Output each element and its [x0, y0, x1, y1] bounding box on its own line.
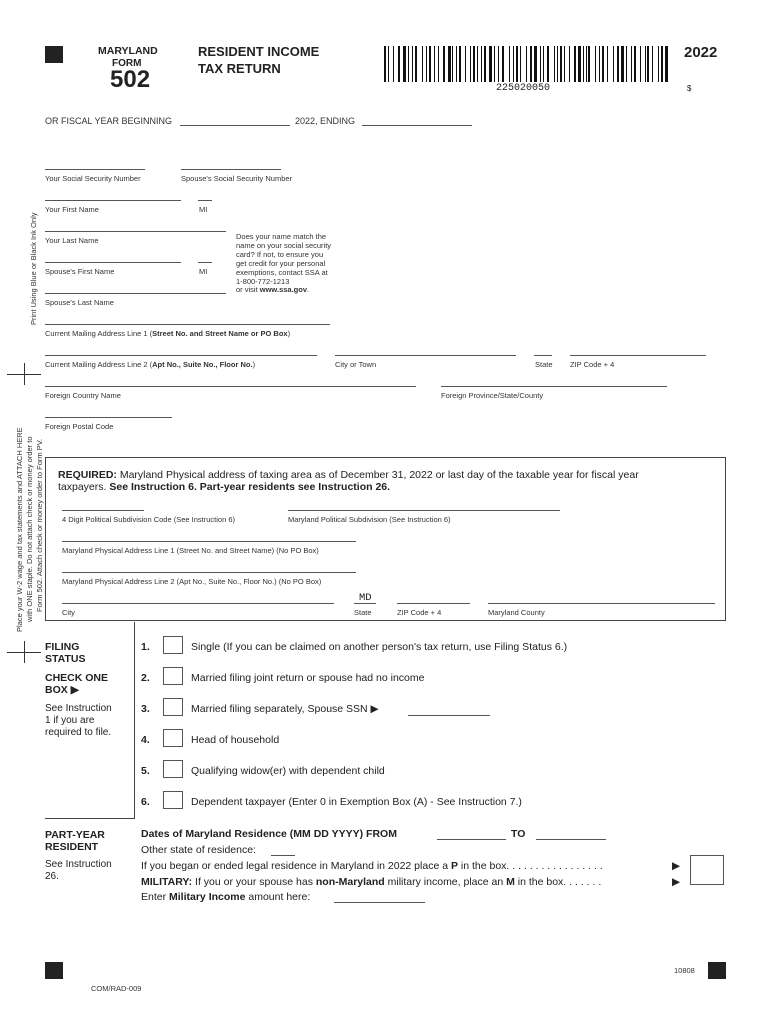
name-note-line3: card? If not, to ensure you	[236, 249, 324, 259]
subdivision-code-field[interactable]	[62, 510, 144, 511]
barcode-bar	[426, 46, 427, 82]
barcode-bar	[465, 46, 466, 82]
filing-status-left-border	[134, 622, 135, 818]
filing-option-number: 3.	[141, 703, 150, 715]
arrow-right-icon: ▶	[70, 684, 79, 696]
arrow-right-icon: ▶	[672, 860, 681, 872]
residence-from-field[interactable]	[437, 839, 506, 840]
state-field[interactable]	[534, 355, 552, 356]
filing-option-number: 4.	[141, 734, 150, 746]
name-note-line4: get credit for your personal	[236, 258, 326, 268]
barcode-bar	[595, 46, 596, 82]
filing-see-line2: 1 if you are	[45, 715, 95, 726]
mi-field[interactable]	[198, 200, 212, 201]
header-form-label: FORM	[112, 58, 142, 69]
part-year-see-line1: See Instruction	[45, 859, 112, 870]
residence-to-field[interactable]	[536, 839, 606, 840]
last-name-label: Your Last Name	[45, 236, 99, 245]
barcode-bar	[647, 46, 649, 82]
physical-address2-label: Maryland Physical Address Line 2 (Apt No., Suite No., Floor No.) (No PO Box)	[62, 577, 322, 586]
barcode-bar	[569, 46, 570, 82]
check-box-label: BOX	[45, 684, 68, 696]
barcode-bar	[621, 46, 624, 82]
barcode-bar	[543, 46, 544, 82]
footer-code: COM/RAD-009	[91, 984, 142, 993]
other-state-field[interactable]	[271, 855, 295, 856]
header-dollar: $	[687, 84, 692, 93]
enter-suffix: amount here:	[245, 891, 311, 903]
spouse-first-name-label: Spouse's First Name	[45, 267, 115, 276]
barcode-bar	[481, 46, 482, 82]
barcode-bar	[415, 46, 417, 82]
barcode-bar	[634, 46, 636, 82]
began-p: P	[450, 860, 458, 872]
barcode-bar	[658, 46, 659, 82]
required-bold2: See Instruction 6. Part-year residents see Instruction 26.	[109, 481, 391, 493]
check-one-line1: CHECK ONE	[45, 672, 109, 684]
filing-status-title2: STATUS	[45, 653, 86, 665]
barcode-bar	[530, 46, 532, 82]
physical-city-label: City	[62, 608, 75, 617]
barcode-bar	[547, 46, 549, 82]
address-line1-bold: Street No. and Street Name or PO Box	[152, 329, 288, 338]
filing-status-bottom-border	[45, 818, 135, 819]
filing-option-label: Single (If you can be claimed on another person's tax return, use Filing Status 6.)	[191, 641, 568, 653]
barcode-bar	[498, 46, 499, 82]
barcode-bar	[403, 46, 406, 82]
barcode-bar	[661, 46, 663, 82]
filing-option-label: Married filing separately, Spouse SSN ▶	[191, 703, 379, 715]
check-one-line2	[45, 684, 79, 696]
last-name-field[interactable]	[45, 231, 226, 232]
name-note-line6: 1-800-772-1213	[236, 276, 290, 286]
foreign-province-field[interactable]	[441, 386, 667, 387]
crosshair-bottom-vertical	[24, 641, 25, 663]
name-note-line5: exemptions, contact SSA at	[236, 267, 328, 277]
physical-address1-field[interactable]	[62, 541, 356, 542]
physical-zip-field[interactable]	[397, 603, 470, 604]
barcode-bar	[502, 46, 504, 82]
subdivision-label: Maryland Political Subdivision (See Instruction 6)	[288, 515, 451, 524]
barcode-bar	[393, 46, 394, 82]
barcode-bar	[520, 46, 521, 82]
required-text2: taxpayers.	[58, 481, 110, 493]
began-prefix: If you began or ended legal residence in Maryland in 2022 place a	[141, 860, 451, 872]
ssa-link[interactable]: www.ssa.gov	[259, 285, 308, 295]
barcode-bar	[578, 46, 581, 82]
military-m: M	[506, 876, 515, 888]
header-title-line2: TAX RETURN	[198, 61, 281, 76]
military-suffix: military income, place an	[384, 876, 507, 888]
zip-field[interactable]	[570, 355, 706, 356]
barcode-bar	[554, 46, 555, 82]
barcode-bar	[388, 46, 389, 82]
filing-option-number: 1.	[141, 641, 150, 653]
filing-option-number: 6.	[141, 796, 150, 808]
name-note-line1: Does your name match the	[236, 232, 327, 241]
name-note-line2: name on your social security	[236, 240, 332, 250]
attach-note-line2: with ONE staple. Do not attach check or money order to	[25, 436, 34, 622]
barcode-bar	[540, 46, 541, 82]
spouse-mi-field[interactable]	[198, 262, 212, 263]
barcode-bar	[588, 46, 590, 82]
corner-mark-top-left	[45, 46, 63, 63]
spouse-mi-label: MI	[199, 267, 208, 276]
enter-prefix: Enter	[141, 891, 170, 903]
barcode-bar	[434, 46, 435, 82]
barcode-bar	[574, 46, 576, 82]
spouse-last-name-label: Spouse's Last Name	[45, 298, 114, 307]
corner-mark-bottom-right	[708, 962, 726, 979]
part-year-title2: RESIDENT	[45, 841, 99, 853]
address-line2-suffix: )	[252, 360, 256, 369]
barcode-bar	[534, 46, 537, 82]
barcode-bar	[526, 46, 527, 82]
filing-status-title1: FILING	[45, 641, 80, 653]
barcode-bar	[513, 46, 514, 82]
filing-option-label: Dependent taxpayer (Enter 0 in Exemption Box (A) - See Instruction 7.)	[191, 796, 522, 808]
barcode-bar	[489, 46, 492, 82]
city-field[interactable]	[335, 355, 516, 356]
required-label: REQUIRED:	[58, 469, 117, 481]
physical-state-label: State	[354, 608, 372, 617]
barcode-bar	[408, 46, 409, 82]
filing-option-label: Head of household	[191, 734, 280, 746]
barcode-bar	[422, 46, 423, 82]
header-form-number: 502	[110, 66, 151, 93]
required-text1: Maryland Physical address of taxing area as of December 31, 2022 or last day of the taxable year for fiscal year	[116, 469, 639, 481]
barcode-bar	[494, 46, 495, 82]
crosshair-top-vertical	[24, 363, 25, 385]
began-suffix: in the box. . . . . . . . . . . . . . . . .	[457, 860, 603, 872]
foreign-postal-label: Foreign Postal Code	[45, 422, 114, 431]
foreign-country-label: Foreign Country Name	[45, 391, 121, 400]
ssn-label: Your Social Security Number	[45, 174, 141, 183]
barcode-bar	[438, 46, 439, 82]
spouse-last-name-field[interactable]	[45, 293, 226, 294]
address-line1-label	[45, 329, 290, 338]
barcode-bar	[477, 46, 478, 82]
barcode-bar	[509, 46, 510, 82]
barcode-bar	[484, 46, 486, 82]
mi-label: MI	[199, 205, 208, 214]
attach-note-line1: Place your W-2 wage and tax statements and ATTACH HERE	[15, 427, 24, 632]
spouse-first-name-field[interactable]	[45, 262, 181, 263]
filing-status-1-checkbox[interactable]	[163, 636, 183, 654]
name-match-note	[236, 233, 331, 295]
header-state: MARYLAND	[98, 45, 158, 57]
name-note-line7	[236, 286, 331, 295]
address-line1-field[interactable]	[45, 324, 330, 325]
barcode	[384, 46, 671, 82]
attach-note-line3: Form 502. Attach check or money order to Form PV.	[35, 438, 44, 612]
address-line2-label	[45, 360, 255, 369]
barcode-bar	[607, 46, 608, 82]
part-year-title1: PART-YEAR	[45, 829, 105, 841]
other-state-label: Other state of residence:	[141, 844, 256, 856]
barcode-bar	[398, 46, 400, 82]
military-income-field[interactable]	[334, 902, 425, 903]
filing-status-2-checkbox[interactable]	[163, 667, 183, 685]
foreign-province-label: Foreign Province/State/County	[441, 391, 544, 400]
barcode-bar	[429, 46, 431, 82]
barcode-bar	[443, 46, 445, 82]
barcode-bar	[459, 46, 461, 82]
subdivision-code-label: 4 Digit Political Subdivision Code (See Instruction 6)	[62, 515, 236, 524]
barcode-bar	[617, 46, 619, 82]
name-note-period: .	[307, 285, 310, 295]
barcode-bar	[557, 46, 558, 82]
ssn-field[interactable]	[45, 169, 145, 170]
footer-number: 10808	[674, 966, 695, 975]
military-text-part: If you or your spouse has	[192, 876, 316, 888]
residence-to-label: TO	[511, 828, 526, 840]
barcode-bar	[586, 46, 587, 82]
filing-see-line3: required to file.	[45, 727, 112, 738]
barcode-bar	[448, 46, 451, 82]
first-name-label: Your First Name	[45, 205, 99, 214]
barcode-bar	[613, 46, 614, 82]
spouse-ssn-label: Spouse's Social Security Number	[181, 174, 293, 183]
barcode-bar	[652, 46, 653, 82]
header-title-line1: RESIDENT INCOME	[198, 44, 320, 59]
barcode-bar	[583, 46, 584, 82]
physical-state-value: MD	[359, 592, 372, 604]
filing-option-label: Qualifying widow(er) with dependent child	[191, 765, 385, 777]
address-line2-prefix: Current Mailing Address Line 2 (	[45, 360, 153, 369]
military-bold: non-Maryland	[315, 876, 385, 888]
ink-note: Print Using Blue or Black Ink Only	[29, 212, 38, 325]
header-year: 2022	[684, 44, 718, 61]
address-line1-prefix: Current Mailing Address Line 1 (	[45, 329, 153, 338]
barcode-bar	[470, 46, 471, 82]
foreign-postal-field[interactable]	[45, 417, 172, 418]
address-line2-field[interactable]	[45, 355, 317, 356]
physical-address2-field[interactable]	[62, 572, 356, 573]
barcode-bar	[473, 46, 475, 82]
military-label: MILITARY:	[141, 876, 193, 888]
filing-status-4-checkbox[interactable]	[163, 729, 183, 747]
physical-address1-label: Maryland Physical Address Line 1 (Street No. and Street Name) (No PO Box)	[62, 546, 319, 555]
filing-option-number: 2.	[141, 672, 150, 684]
physical-state-field[interactable]	[354, 603, 376, 604]
arrow-right-icon: ▶	[672, 876, 681, 888]
first-name-field[interactable]	[45, 200, 181, 201]
fiscal-ending-field[interactable]	[362, 125, 472, 126]
filing-option-label: Married filing joint return or spouse had no income	[191, 672, 425, 684]
barcode-bar	[516, 46, 518, 82]
address-line2-bold: Apt No., Suite No., Floor No.	[152, 360, 253, 369]
military-text	[141, 876, 601, 888]
filing-status-5-checkbox[interactable]	[163, 760, 183, 778]
county-label: Maryland County	[488, 608, 545, 617]
military-end: in the box. . . . . . .	[514, 876, 602, 888]
residence-dates-label: Dates of Maryland Residence (MM DD YYYY) FROM	[141, 828, 397, 840]
filing-see-line1: See Instruction	[45, 703, 112, 714]
enter-bold: Military Income	[169, 891, 246, 903]
physical-city-field[interactable]	[62, 603, 334, 604]
address-line1-suffix: )	[287, 329, 291, 338]
barcode-bar	[602, 46, 604, 82]
physical-zip-label: ZIP Code + 4	[397, 608, 442, 617]
required-text-line1	[58, 469, 639, 481]
zip-label: ZIP Code + 4	[570, 360, 615, 369]
military-income-text	[141, 891, 310, 903]
spouse-ssn-filing-field[interactable]	[408, 715, 490, 716]
county-field[interactable]	[488, 603, 715, 604]
barcode-bar	[626, 46, 627, 82]
barcode-bar	[412, 46, 413, 82]
fiscal-beginning-field[interactable]	[180, 125, 290, 126]
barcode-bar	[599, 46, 600, 82]
filing-status-6-checkbox[interactable]	[163, 791, 183, 809]
barcode-bar	[452, 46, 453, 82]
barcode-number: 225020050	[496, 83, 551, 94]
corner-mark-bottom-left	[45, 962, 63, 979]
subdivision-field[interactable]	[288, 510, 560, 511]
foreign-country-field[interactable]	[45, 386, 416, 387]
filing-status-3-checkbox[interactable]	[163, 698, 183, 716]
barcode-bar	[456, 46, 457, 82]
filing-option-number: 5.	[141, 765, 150, 777]
began-residence-text	[141, 860, 603, 872]
part-year-entry-box[interactable]	[690, 855, 724, 885]
barcode-bar	[640, 46, 641, 82]
fiscal-ending-label: 2022, ENDING	[295, 116, 356, 126]
spouse-ssn-field[interactable]	[181, 169, 281, 170]
required-text-line2	[58, 481, 390, 493]
part-year-see-line2: 26.	[45, 871, 59, 882]
barcode-bar	[631, 46, 632, 82]
barcode-bar	[384, 46, 386, 82]
state-label: State	[535, 360, 553, 369]
barcode-bar	[560, 46, 562, 82]
barcode-bar	[665, 46, 668, 82]
barcode-bar	[564, 46, 565, 82]
barcode-bar	[645, 46, 646, 82]
city-label: City or Town	[335, 360, 377, 369]
name-note-visit: or visit	[236, 285, 260, 295]
fiscal-beginning-label: OR FISCAL YEAR BEGINNING	[45, 116, 173, 126]
